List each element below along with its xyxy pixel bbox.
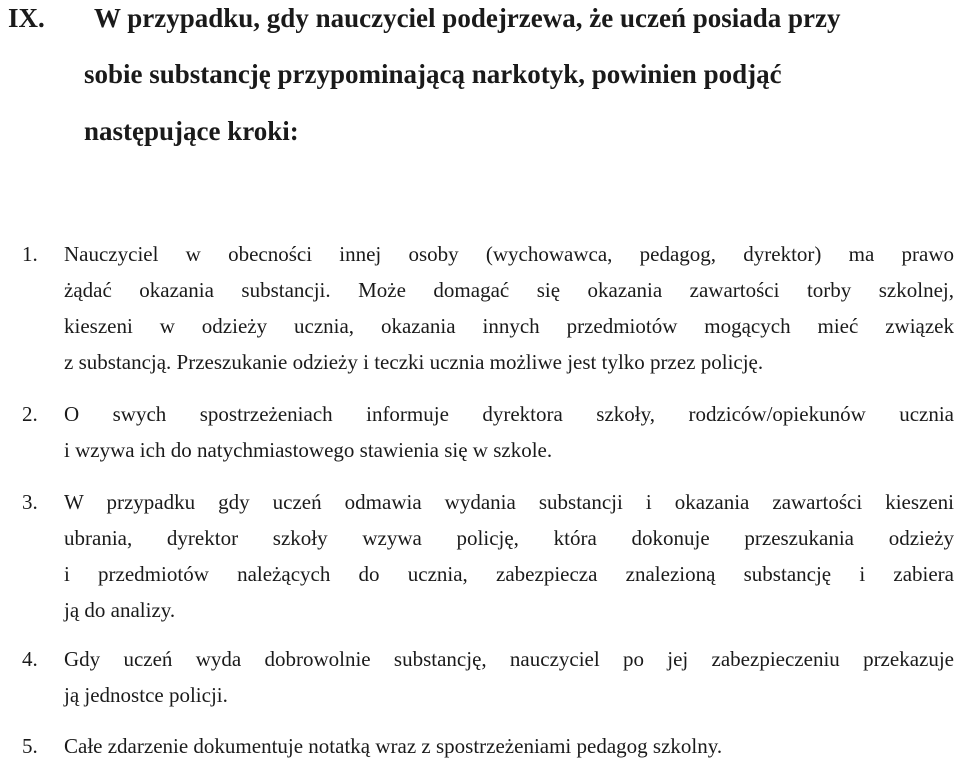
list-item-number: 5. — [22, 734, 38, 758]
list-item-line: Nauczyciel w obecności innej osoby (wychowawca, pedagog, dyrektor) ma prawo — [64, 242, 954, 266]
heading-line: następujące kroki: — [84, 116, 299, 146]
list-item-line: i wzywa ich do natychmiastowego stawienia się w szkole. — [64, 438, 553, 462]
list-item-line: kieszeni w odzieży ucznia, okazania innych przedmiotów mogących mieć związek — [64, 314, 954, 338]
list-item-line: ją jednostce policji. — [64, 683, 228, 707]
list-item-number: 3. — [22, 490, 38, 514]
list-item-line: O swych spostrzeżeniach informuje dyrektora szkoły, rodziców/opiekunów ucznia — [64, 402, 954, 426]
list-item-number: 4. — [22, 647, 38, 671]
list-item-line: i przedmiotów należących do ucznia, zabezpiecza znalezioną substancję i zabiera — [64, 562, 954, 586]
list-item-line: z substancją. Przeszukanie odzieży i teczki ucznia możliwe jest tylko przez policję. — [64, 350, 764, 374]
list-item-line: Gdy uczeń wyda dobrowolnie substancję, nauczyciel po jej zabezpieczeniu przekazuje — [64, 647, 954, 671]
section-number: IX. — [8, 3, 45, 33]
list-item-number: 2. — [22, 402, 38, 426]
list-item-line: W przypadku gdy uczeń odmawia wydania substancji i okazania zawartości kieszeni — [64, 490, 954, 514]
list-item-line: żądać okazania substancji. Może domagać się okazania zawartości torby szkolnej, — [64, 278, 954, 302]
list-item-line: ubrania, dyrektor szkoły wzywa policję, która dokonuje przeszukania odzieży — [64, 526, 954, 550]
list-item-line: ją do analizy. — [64, 598, 176, 622]
list-item-line: Całe zdarzenie dokumentuje notatką wraz z spostrzeżeniami pedagog szkolny. — [64, 734, 723, 758]
list-item-number: 1. — [22, 242, 38, 266]
heading-line: sobie substancję przypominającą narkotyk, powinien podjąć — [84, 59, 782, 89]
heading-line: W przypadku, gdy nauczyciel podejrzewa, że uczeń posiada przy — [94, 3, 841, 33]
